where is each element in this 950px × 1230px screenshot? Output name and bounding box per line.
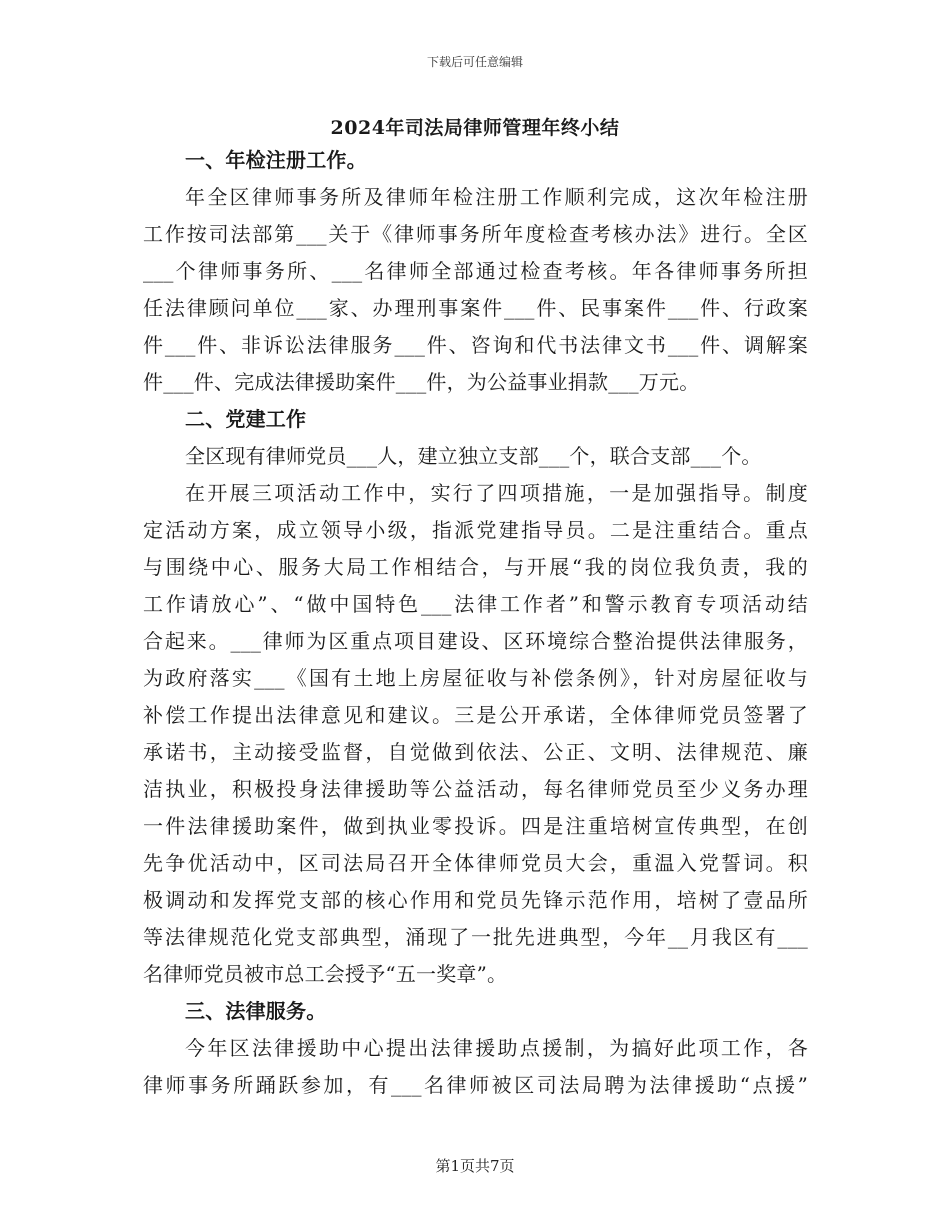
paragraph-line: 合起来。___律师为区重点项目建设、区环境综合整治提供法律服务， bbox=[143, 629, 808, 653]
paragraph-line: 任法律顾问单位___家、办理刑事案件___件、民事案件___件、行政案 bbox=[143, 296, 808, 320]
section-heading-annual-registration: 一、年检注册工作。 bbox=[185, 148, 367, 172]
paragraph-line: 补偿工作提出法律意见和建议。三是公开承诺，全体律师党员签署了 bbox=[143, 703, 808, 727]
paragraph-line: 律师事务所踊跃参加，有___名律师被区司法局聘为法律援助“点援” bbox=[143, 1073, 808, 1097]
section-heading-legal-services: 三、法律服务。 bbox=[185, 999, 327, 1023]
header-note: 下载后可任意编辑 bbox=[426, 55, 523, 69]
paragraph-line: 全区现有律师党员___人，建立独立支部___个，联合支部___个。 bbox=[185, 444, 762, 468]
paragraph-line: 先争优活动中，区司法局召开全体律师党员大会，重温入党誓词。积 bbox=[143, 851, 808, 875]
paragraph-line: 工作按司法部第___关于《律师事务所年度检查考核办法》进行。全区 bbox=[143, 222, 808, 246]
paragraph-line: 件___件、非诉讼法律服务___件、咨询和代书法律文书___件、调解案 bbox=[143, 333, 808, 357]
paragraph-line: 承诺书，主动接受监督，自觉做到依法、公正、文明、法律规范、廉 bbox=[143, 740, 808, 764]
paragraph-line: 年全区律师事务所及律师年检注册工作顺利完成，这次年检注册 bbox=[185, 185, 808, 209]
paragraph-line: 等法律规范化党支部典型，涌现了一批先进典型，今年__月我区有___ bbox=[143, 925, 808, 949]
paragraph-line: ___个律师事务所、___名律师全部通过检查考核。年各律师事务所担 bbox=[143, 259, 808, 283]
paragraph-line: 工作请放心”、“做中国特色___法律工作者”和警示教育专项活动结 bbox=[143, 592, 808, 616]
document-title: 2024年司法局律师管理年终小结 bbox=[330, 117, 620, 139]
page-number-footer: 第1页共7页 bbox=[435, 1157, 515, 1175]
section-heading-party-building: 二、党建工作 bbox=[185, 407, 307, 431]
document-body bbox=[143, 142, 808, 1104]
paragraph-line: 一件法律援助案件，做到执业零投诉。四是注重培树宣传典型，在创 bbox=[143, 814, 808, 838]
paragraph-line: 极调动和发挥党支部的核心作用和党员先锋示范作用，培树了壹品所 bbox=[143, 888, 808, 912]
paragraph-line: 与围绕中心、服务大局工作相结合，与开展“我的岗位我负责，我的 bbox=[143, 555, 808, 579]
paragraph-line: 定活动方案，成立领导小级，指派党建指导员。二是注重结合。重点 bbox=[143, 518, 808, 542]
paragraph-line: 为政府落实___《国有土地上房屋征收与补偿条例》，针对房屋征收与 bbox=[143, 666, 808, 690]
paragraph-line: 洁执业，积极投身法律援助等公益活动，每名律师党员至少义务办理 bbox=[143, 777, 808, 801]
paragraph-line: 今年区法律援助中心提出法律援助点援制，为搞好此项工作，各 bbox=[185, 1036, 808, 1060]
paragraph-line: 名律师党员被市总工会授予“五一奖章”。 bbox=[143, 962, 508, 986]
paragraph-line: 件___件、完成法律援助案件___件，为公益事业捐款___万元。 bbox=[143, 370, 700, 394]
paragraph-line: 在开展三项活动工作中，实行了四项措施，一是加强指导。制度 bbox=[185, 481, 808, 505]
